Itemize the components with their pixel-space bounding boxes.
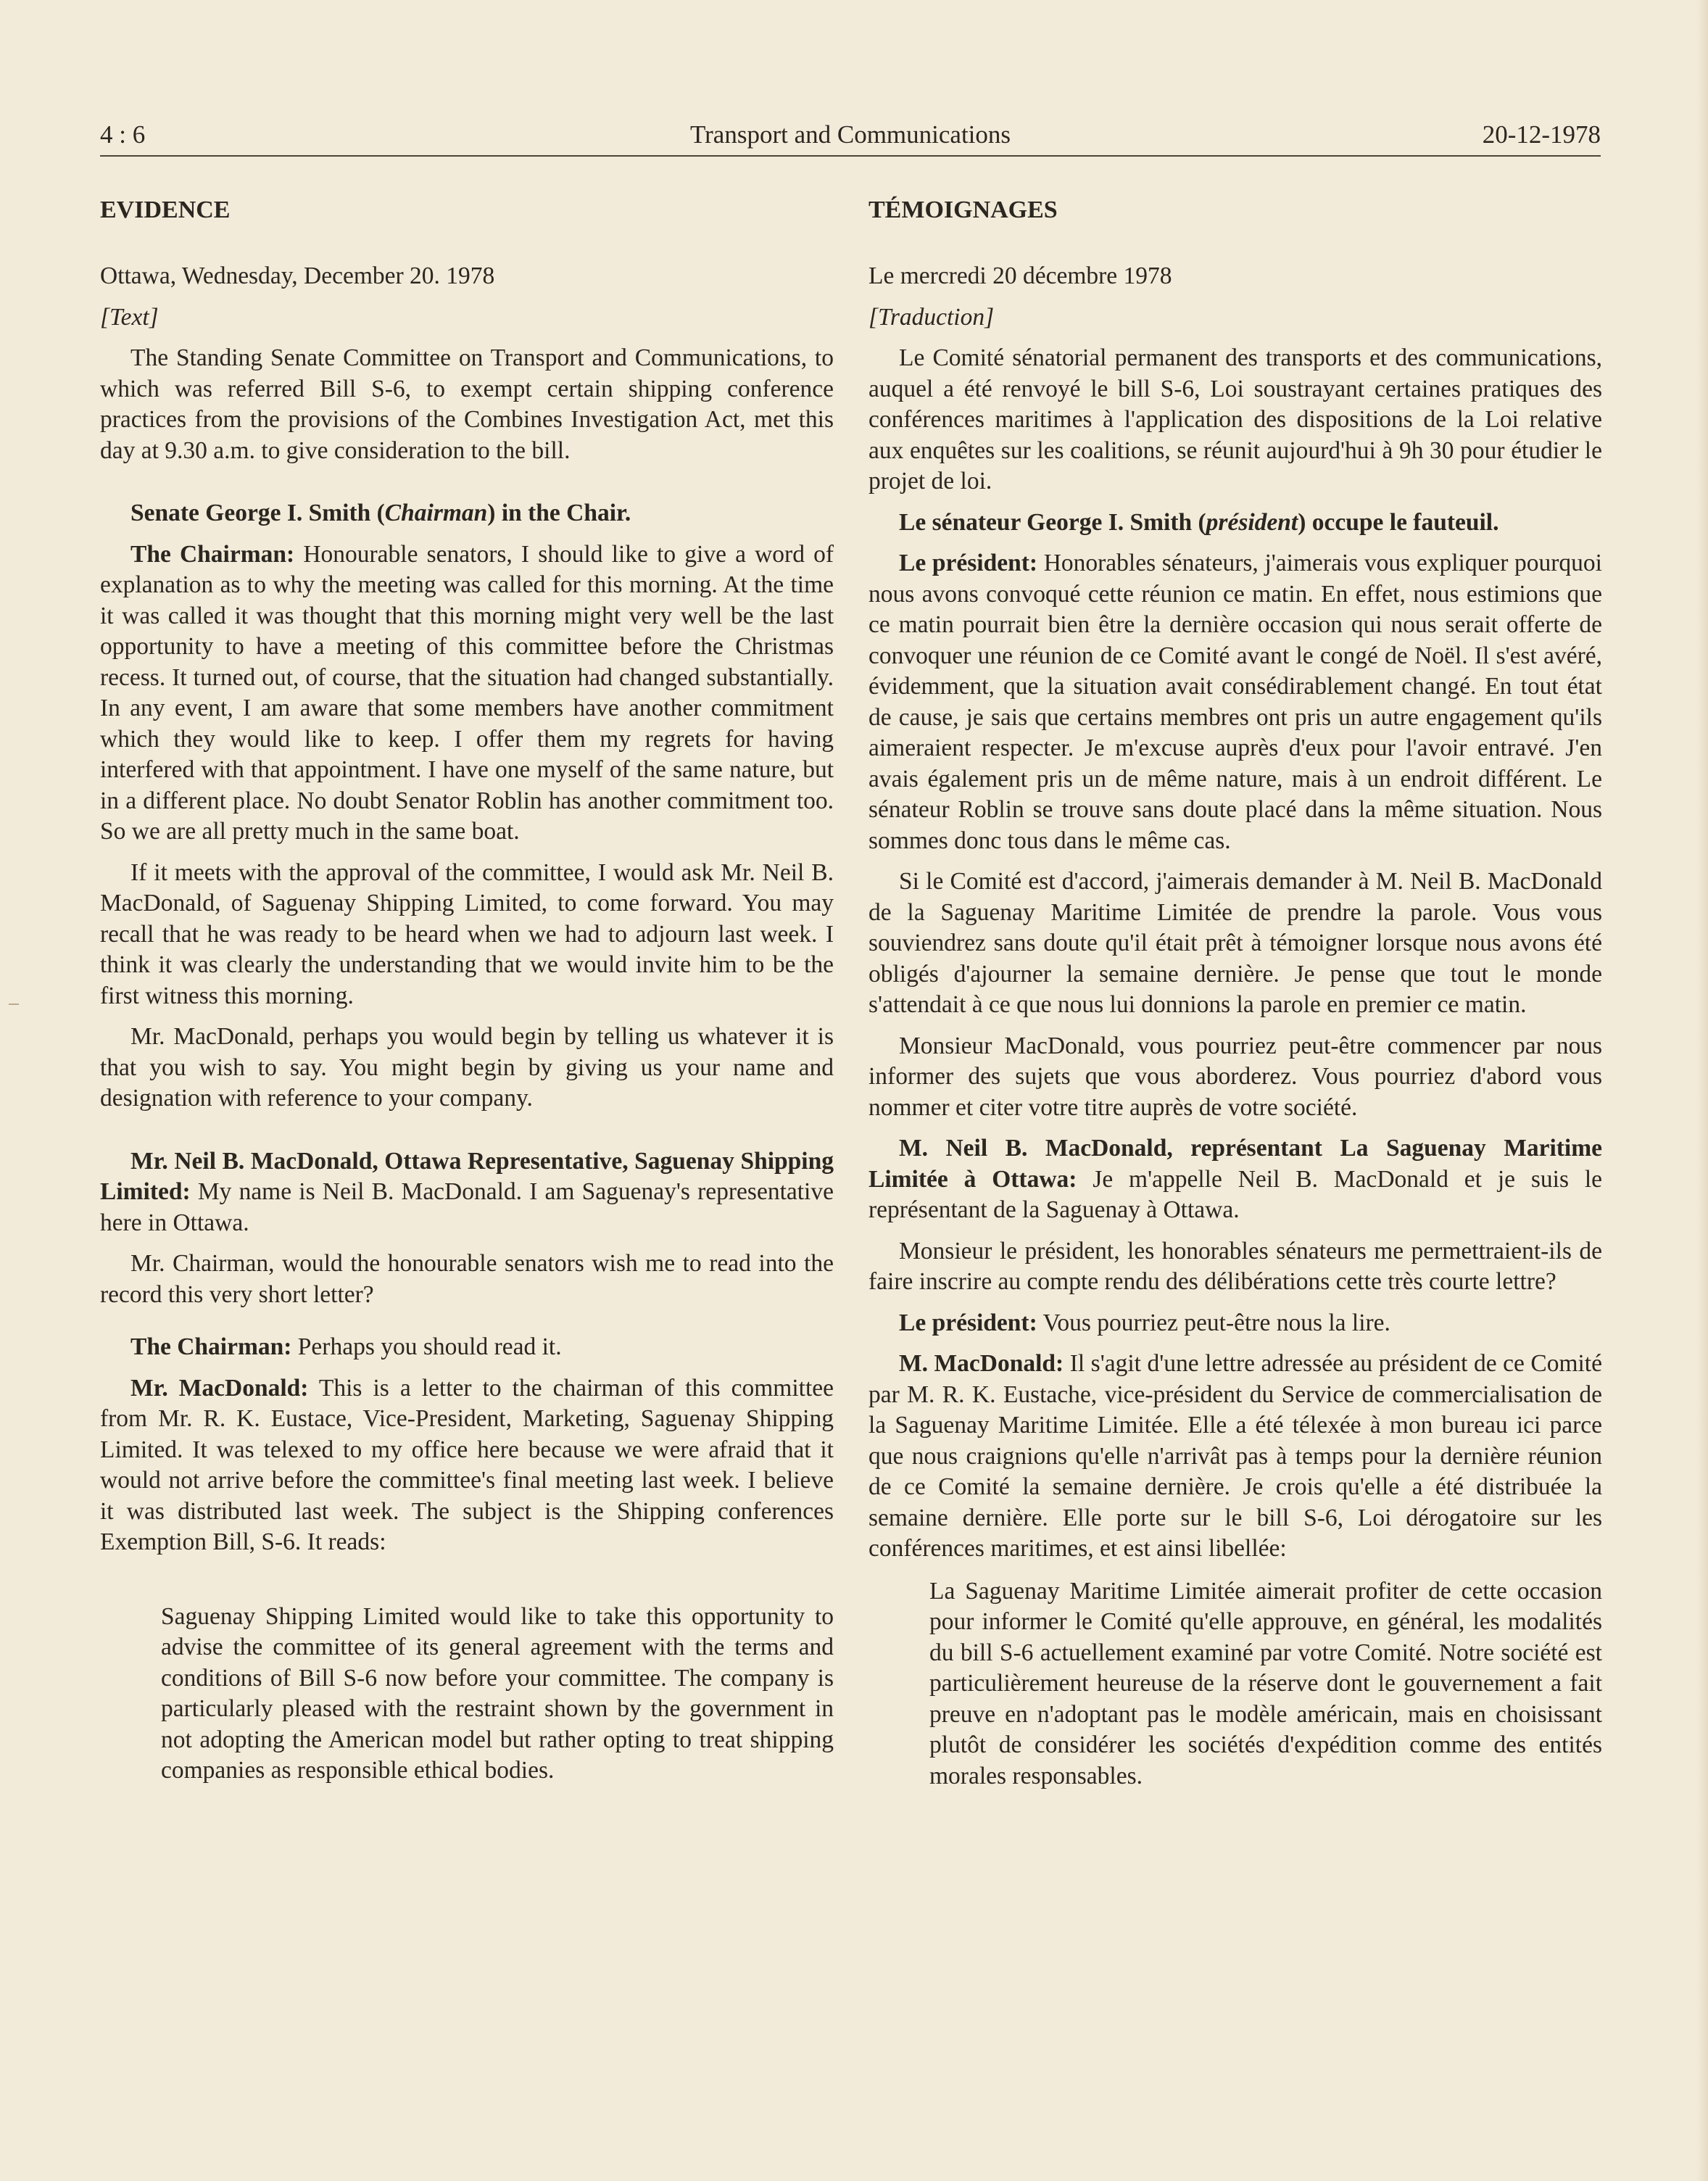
french-heading: TÉMOIGNAGES [868, 196, 1058, 223]
french-paragraph: Le président: Honorables sénateurs, j'aimerais vous expliquer pourquoi nous avons convoqué cette réunion ce matin. En effet, nous estimions que ce matin pourrait bien être la dernière occasion qui nous serait offerte de convoquer une réunion de ce Comité avant le congé de Noël. Il s'est avéré, évidemment, que la situation avait consédirablement changé. En tout état de cause, je sais que certains membres ont pris un autre engagement qu'ils aimeraient respecter. Je m'excuse auprès d'eux pour l'avoir entravé. J'en avais également pris un de même nature, mais à un endroit différent. Le sénateur Roblin se trouve sans doute placé dans la même situation. Nous sommes donc tous dans le même cas. [868, 550, 1602, 854]
english-paragraph: Mr. MacDonald: This is a letter to the chairman of this committee from Mr. R. K. Eustace, Vice-President, Marketing, Saguenay Shipping Limited. It was telexed to my office here because we were afraid that it would not arrive before the committee's final meeting last week. I believe it was distributed last week. The subject is the Shipping conferences Exemption Bill, S-6. It reads: [100, 1374, 834, 1555]
french-text-label: [Traduction] [868, 303, 995, 331]
french-intro: Le Comité sénatorial permanent des transports et des communications, auquel a été renvoyé le bill S-6, Loi soustrayant certaines pratiques des conférences maritimes à l'application des dispositions de la Loi relative aux enquêtes sur les coalitions, se réunit aujourd'hui à 9h 30 pour étudier le projet de loi. [868, 344, 1602, 494]
english-dateline: Ottawa, Wednesday, December 20. 1978 [100, 262, 495, 289]
french-paragraph: Le président: Vous pourriez peut-être nous la lire. [899, 1309, 1390, 1336]
french-column [868, 196, 1602, 1792]
french-paragraph: M. Neil B. MacDonald, représentant La Saguenay Maritime Limitée à Ottawa: Je m'appelle Neil B. MacDonald et je suis le représentant de la Saguenay à Ottawa. [868, 1135, 1603, 1223]
french-chair-line: Le sénateur George I. Smith (président) occupe le fauteuil. [899, 508, 1499, 536]
english-paragraph: Mr. MacDonald, perhaps you would begin by telling us whatever it is that you wish to say. You might begin by giving us your name and designation with reference to your company. [100, 1023, 834, 1112]
page-header [100, 117, 1601, 157]
english-paragraph: If it meets with the approval of the committee, I would ask Mr. Neil B. MacDonald, of Saguenay Shipping Limited, to come forward. You may recall that he was ready to be heard when we had to adjourn last week. I think it was clearly the understanding that we would invite him to be the first witness this morning. [100, 858, 834, 1009]
english-paragraph: Mr. Neil B. MacDonald, Ottawa Representative, Saguenay Shipping Limited: My name is Neil B. MacDonald. I am Saguenay's representative here in Ottawa. [100, 1147, 834, 1236]
english-intro: The Standing Senate Committee on Transport and Communications, to which was referred Bill S-6, to exempt certain shipping conference practices from the provisions of the Combines Investigation Act, met this day at 9.30 a.m. to give consideration to the bill. [100, 344, 834, 464]
english-letter-quote: Saguenay Shipping Limited would like to take this opportunity to advise the committee of its general agreement with the terms and conditions of Bill S-6 now before your committee. The company is particularly pleased with the restraint shown by the government in not adopting the American model but rather opting to treat shipping companies as responsible ethical bodies. [161, 1602, 834, 1784]
french-paragraph: M. MacDonald: Il s'agit d'une lettre adressée au président de ce Comité par M. R. K. Eustache, vice-président du Service de commercialisation de la Saguenay Maritime Limitée. Elle a été télexée à mon bureau ici parce que nous craignions qu'elle n'arrivât pas à temps pour la dernière réunion de ce Comité la semaine dernière. Je crois qu'elle a été distribuée la semaine dernière. Elle porte sur le bill S-6, Loi dérogatoire sur les conférences maritimes, et est ainsi libellée: [868, 1350, 1602, 1562]
english-heading: EVIDENCE [100, 196, 231, 223]
english-chair-line: Senate George I. Smith (Chairman) in the Chair. [130, 500, 631, 526]
page-edge-shading [1696, 0, 1708, 2181]
french-letter-quote: La Saguenay Maritime Limitée aimerait profiter de cette occasion pour informer le Comité qu'elle approuve, en général, les modalités du bill S-6 actuellement examiné par votre Comité. Notre société est particulièrement heureuse de la réserve dont le gouvernement a fait preuve en n'adoptant pas le modèle américain, mais en choisissant plutôt de considérer les sociétés d'expédition comme des entités morales responsables. [929, 1577, 1602, 1789]
english-paragraph: Mr. Chairman, would the honourable senators wish me to read into the record this very short letter? [100, 1250, 834, 1308]
running-title: Transport and Communications [689, 120, 1011, 149]
header-date: 20-12-1978 [1482, 120, 1601, 149]
margin-mark [9, 1003, 19, 1005]
english-paragraph: The Chairman: Perhaps you should read it. [130, 1333, 562, 1360]
english-text-label: [Text] [100, 303, 159, 331]
page-number: 4 : 6 [100, 120, 146, 149]
french-dateline: Le mercredi 20 décembre 1978 [868, 262, 1172, 289]
french-paragraph: Si le Comité est d'accord, j'aimerais demander à M. Neil B. MacDonald de la Saguenay Maritime Limitée de prendre la parole. Vous vous souviendrez sans doute qu'il était prêt à témoigner lorsque nous avons été obligés d'ajourner la semaine dernière. Je pense que tout le monde s'attendait à ce que nous lui donnions la parole en premier ce matin. [868, 868, 1602, 1018]
english-column [100, 196, 834, 1787]
english-paragraph: The Chairman: Honourable senators, I should like to give a word of explanation as to why the meeting was called for this morning. At the time it was called it was thought that this morning might very well be the last opportunity to have a meeting of this committee before the Christmas recess. It turned out, of course, that the situation had changed substantially. In any event, I am aware that some members have another commitment which they would like to keep. I offer them my regrets for having interfered with that appointment. I have one myself of the same nature, but in a different place. No doubt Senator Roblin has another commitment too. So we are all pretty much in the same boat. [100, 540, 834, 845]
french-paragraph: Monsieur le président, les honorables sénateurs me permettraient-ils de faire inscrire au compte rendu des délibérations cette très courte lettre? [868, 1237, 1602, 1295]
french-paragraph: Monsieur MacDonald, vous pourriez peut-être commencer par nous informer des sujets que vous aborderez. Vous pourriez d'abord vous nommer et citer votre titre auprès de votre société. [868, 1032, 1602, 1121]
